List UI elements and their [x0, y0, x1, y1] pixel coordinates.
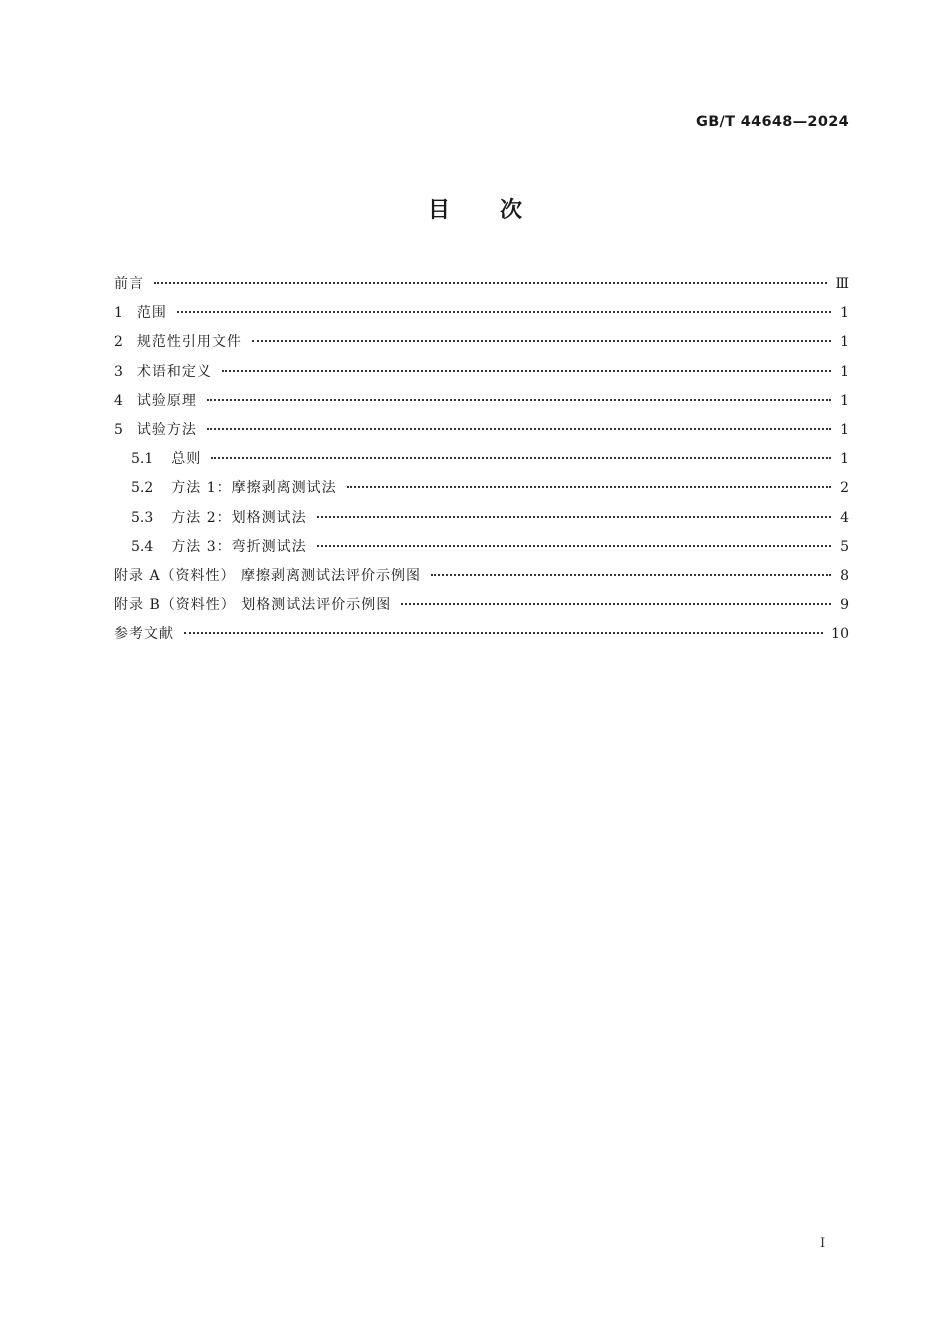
page-number: I: [820, 1236, 826, 1251]
toc-entry-label: [131, 478, 337, 498]
toc-entry-text: 术语和定义: [136, 363, 212, 380]
toc-entry-text: 附录 A（资料性） 摩擦剥离测试法评价示例图: [114, 567, 422, 584]
toc-dot-leader: [184, 632, 823, 634]
toc-entry-page: 1: [840, 392, 849, 409]
toc-entry-label: [131, 537, 307, 557]
toc-entry-label: [114, 332, 242, 352]
toc-entry-label: [114, 303, 167, 323]
toc-entry-label: [114, 566, 421, 586]
toc-dot-leader: [401, 603, 831, 605]
toc-dot-leader: [207, 428, 831, 430]
toc-entry-text: 方法 2：划格测试法: [171, 509, 307, 526]
toc-entry-number: 5.3: [131, 509, 154, 526]
toc-entry[interactable]: [114, 362, 849, 391]
toc-dot-leader: [222, 370, 831, 372]
toc-dot-leader: [154, 282, 827, 284]
toc-entry-label: [114, 362, 212, 382]
toc-entry[interactable]: [114, 537, 849, 566]
toc-entry-page: 8: [840, 567, 849, 584]
table-of-contents: [114, 274, 849, 653]
toc-entry-text: 方法 3：弯折测试法: [171, 538, 307, 555]
toc-entry-page: 1: [840, 305, 849, 322]
toc-entry[interactable]: [114, 274, 849, 303]
toc-dot-leader: [207, 399, 831, 401]
toc-entry-number: 3: [114, 363, 123, 380]
toc-entry[interactable]: [114, 303, 849, 332]
toc-entry[interactable]: [114, 624, 849, 653]
toc-entry-page: 4: [840, 509, 849, 526]
toc-entry[interactable]: [114, 391, 849, 420]
toc-entry-text: 规范性引用文件: [136, 334, 242, 351]
toc-entry-page: 5: [840, 538, 849, 555]
toc-entry-text: 前言: [114, 276, 144, 292]
toc-entry-number: 4: [114, 392, 123, 409]
toc-entry-text: 参考文献: [114, 626, 174, 643]
toc-entry-page: 10: [831, 626, 849, 643]
toc-entry-label: [131, 508, 307, 528]
toc-entry-label: [114, 391, 197, 411]
toc-entry-label: [114, 624, 174, 644]
toc-entry[interactable]: [114, 478, 849, 507]
toc-entry-number: 5: [114, 421, 123, 438]
toc-entry-text: 总则: [171, 451, 202, 468]
toc-entry-text: 范围: [136, 305, 167, 322]
toc-entry-page: Ⅲ: [835, 276, 849, 292]
toc-entry-number: 1: [114, 305, 123, 322]
toc-entry[interactable]: [114, 332, 849, 361]
toc-entry-label: [114, 595, 391, 615]
toc-entry[interactable]: [114, 420, 849, 449]
toc-entry-text: 试验原理: [136, 392, 197, 409]
toc-dot-leader: [431, 574, 831, 576]
toc-entry[interactable]: [114, 595, 849, 624]
toc-entry-number: 5.4: [131, 538, 154, 555]
toc-entry[interactable]: [114, 508, 849, 537]
toc-entry-page: 1: [840, 334, 849, 351]
toc-dot-leader: [317, 516, 831, 518]
page-title: 目次: [427, 198, 572, 223]
toc-entry-page: 1: [840, 421, 849, 438]
toc-entry-number: 5.1: [131, 451, 154, 468]
toc-entry-page: 2: [840, 480, 849, 497]
toc-entry-label: [114, 420, 197, 440]
toc-entry[interactable]: [114, 449, 849, 478]
toc-dot-leader: [177, 311, 831, 313]
standard-code: GB/T 44648—2024: [696, 114, 849, 130]
toc-dot-leader: [317, 545, 831, 547]
toc-entry-number: 2: [114, 334, 123, 351]
toc-entry-text: 试验方法: [136, 421, 197, 438]
toc-entry-page: 1: [840, 451, 849, 468]
toc-entry-label: [131, 449, 201, 469]
toc-entry-text: 附录 B（资料性） 划格测试法评价示例图: [114, 597, 392, 614]
toc-dot-leader: [347, 486, 831, 488]
toc-entry-page: 9: [840, 597, 849, 614]
toc-entry[interactable]: [114, 566, 849, 595]
toc-dot-leader: [211, 457, 831, 459]
toc-entry-number: 5.2: [131, 480, 154, 497]
toc-dot-leader: [252, 340, 831, 342]
toc-entry-page: 1: [840, 363, 849, 380]
toc-entry-label: [114, 274, 144, 294]
toc-entry-text: 方法 1：摩擦剥离测试法: [171, 480, 337, 497]
